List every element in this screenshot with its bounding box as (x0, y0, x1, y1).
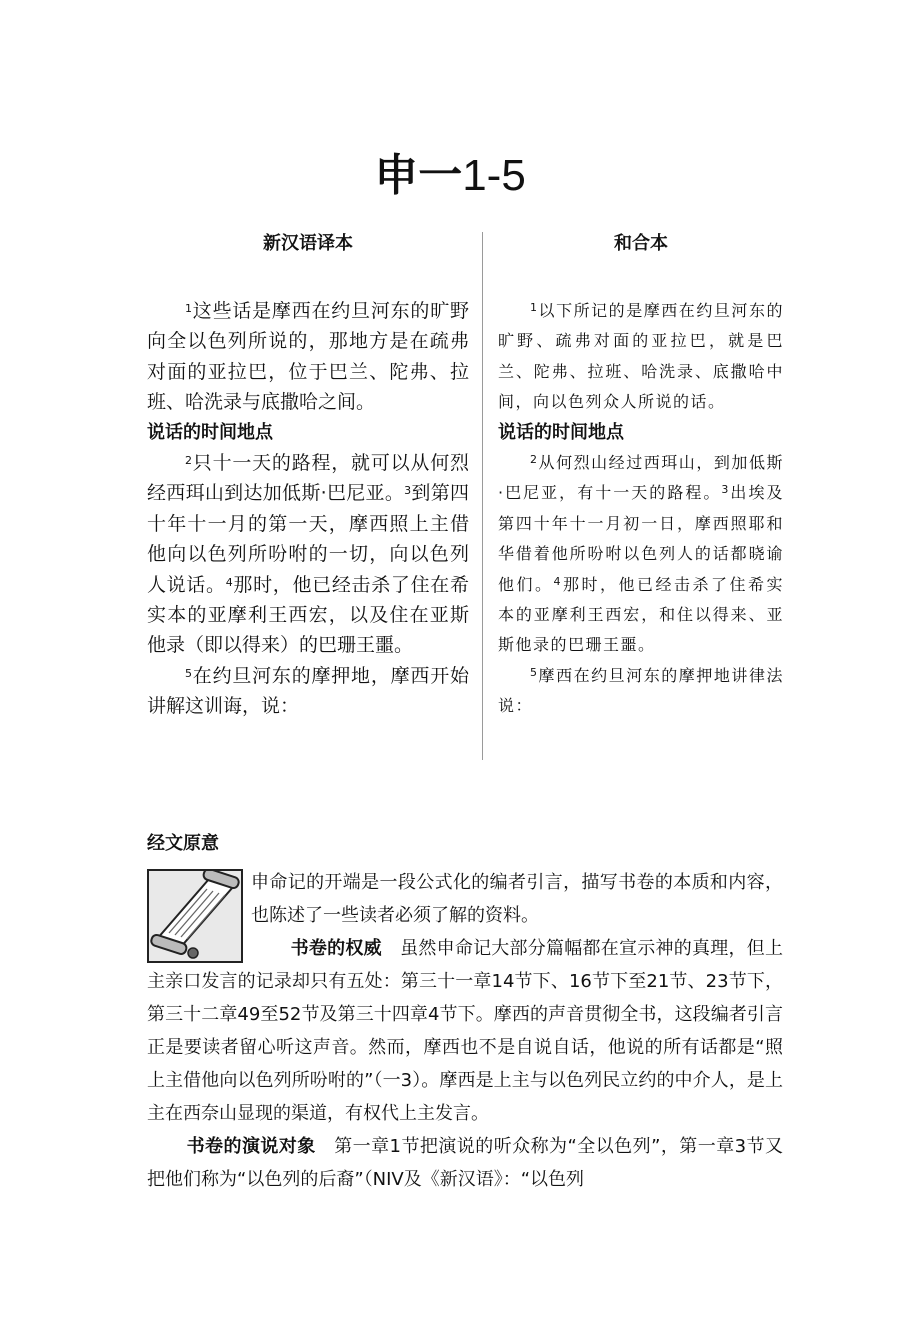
commentary-intro: 申命记的开端是一段公式化的编者引言，描写书卷的本质和内容，也陈述了一些读者必须了解的资料。 (251, 872, 783, 926)
left-column-cnv (147, 230, 469, 722)
verse-text: 只十一天的路程，就可以从何烈经西珥山到达加低斯·巴尼亚。 (147, 452, 469, 505)
right-column-cuv (498, 230, 784, 722)
right-para-2 (498, 448, 784, 661)
verse-number: 5 (185, 666, 192, 680)
verse-number: 1 (185, 302, 192, 315)
verse-number: 5 (530, 665, 539, 679)
verse-text: 那时，他已经击杀了住希实本的亚摩利王西宏，和住以得来、亚斯他录的巴珊王噩。 (498, 574, 784, 655)
verse-text: 这些话是摩西在约旦河东的旷野向全以色列所说的，那地方是在疏弗对面的亚拉巴，位于巴兰、陀弗、拉班、哈洗录与底撒哈之间。 (147, 300, 469, 414)
scroll-icon (147, 869, 243, 963)
right-para-1 (498, 296, 784, 418)
left-subheading: 说话的时间地点 (147, 421, 273, 443)
verse-text: 到第四十年十一月的第一天，摩西照上主借他向以色列所吩咐的一切，向以色列人说话。 (147, 482, 469, 596)
verse-number: 4 (553, 574, 562, 588)
right-subheading: 说话的时间地点 (498, 421, 624, 443)
verse-number: 1 (530, 301, 539, 314)
left-para-2 (147, 448, 469, 661)
verse-text: 从何烈山经过西珥山，到加低斯·巴尼亚，有十一天的路程。 (498, 453, 784, 503)
commentary-audience (147, 1130, 783, 1196)
authority-text: 虽然申命记大部分篇幅都在宣示神的真理，但上主亲口发言的记录却只有五处：第三十一章14节下、16节下至21节、23节下，第三十二章49至52节及第三十四章4节下。摩西的声音贯彻全书，这段编者引言正是要读者留心听这声音。然而，摩西也不是自说自话，他说的所有话都是“照上主借他向以色列所吩咐的”（一3）。摩西是上主与以色列民立约的中介人，是上主在西奈山显现的渠道，有权代上主发言。 (147, 938, 784, 1124)
title-book: 申一 (374, 150, 463, 201)
left-para-1 (147, 296, 469, 418)
verse-text: 摩西在约旦河东的摩押地讲律法说： (498, 665, 784, 716)
right-column-header: 和合本 (614, 233, 668, 254)
audience-lead: 书卷的演说对象 (186, 1136, 316, 1157)
verse-number: 2 (530, 453, 539, 467)
audience-text: 第一章1节把演说的听众称为“全以色列”，第一章3节又把他们称为“以色列的后裔”（NIV及《新汉语》：“以色列 (147, 1136, 784, 1190)
commentary-body (147, 866, 783, 1196)
page-title (0, 148, 900, 204)
column-divider (482, 232, 483, 760)
verse-number: 3 (721, 483, 730, 497)
verse-text: 出埃及第四十年十一月初一日，摩西照耶和华借着他所吩咐以色列人的话都晓谕他们。 (498, 483, 784, 594)
title-range: 1-5 (462, 151, 526, 200)
verse-text: 以下所记的是摩西在约旦河东的旷野、疏弗对面的亚拉巴，就是巴兰、陀弗、拉班、哈洗录、底撒哈中间，向以色列众人所说的话。 (498, 301, 784, 412)
right-para-3 (498, 661, 784, 722)
commentary-heading: 经文原意 (147, 833, 219, 854)
left-para-3 (147, 661, 469, 722)
verse-text: 那时，他已经击杀了住在希实本的亚摩利王西宏，以及住在亚斯他录（即以得来）的巴珊王噩。 (147, 573, 469, 657)
verse-number: 2 (185, 454, 192, 468)
verse-number: 3 (404, 484, 412, 498)
verse-text: 在约旦河东的摩押地，摩西开始讲解这训诲，说： (147, 664, 469, 718)
verse-number: 4 (225, 575, 233, 589)
left-column-header: 新汉语译本 (263, 233, 353, 254)
authority-lead: 书卷的权威 (290, 938, 382, 959)
